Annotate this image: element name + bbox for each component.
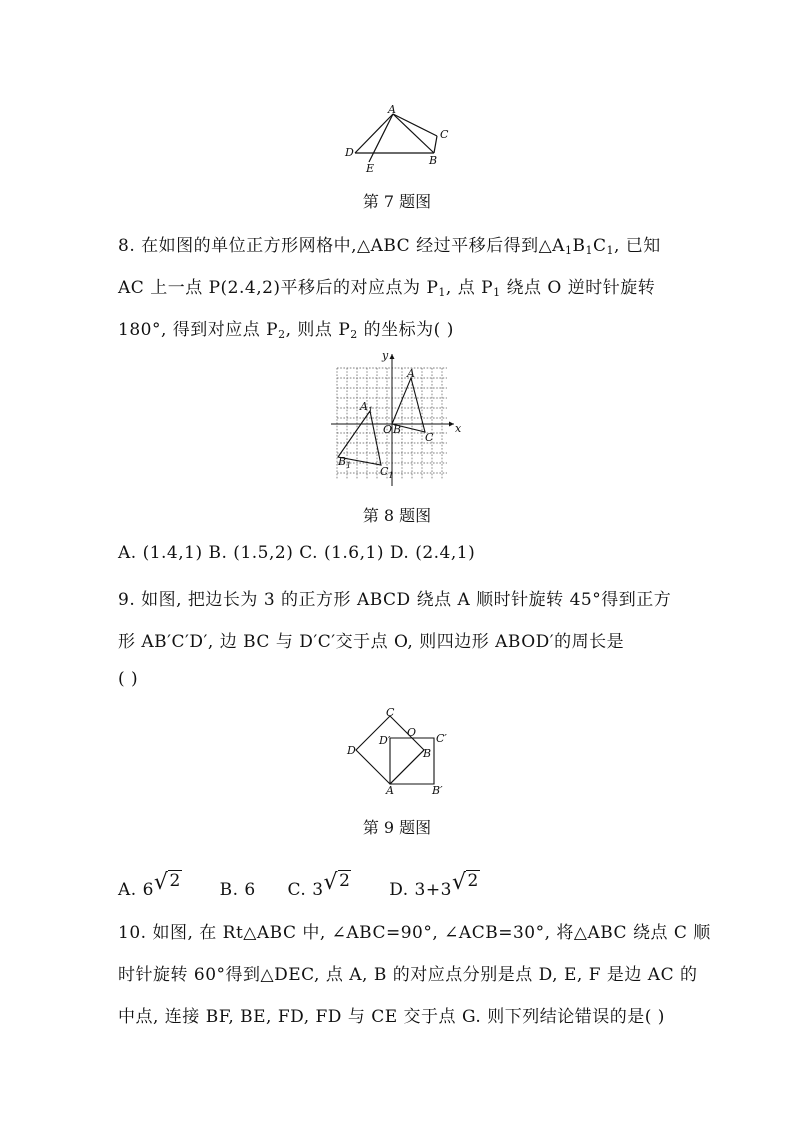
fig7-label-b: B	[429, 154, 438, 167]
q9-line1: 9. 如图, 把边长为 3 的正方形 ABCD 绕点 A 顺时针旋转 45°得到正方	[118, 590, 672, 610]
q8-line1: 8. 在如图的单位正方形网格中,△ABC 经过平移后得到$\triangle A_1B_1C_1$, 已知	[118, 236, 661, 257]
q8-line2: AC 上一点 P(2.4,2)平移后的对应点为 $P_1$, 点 $P_1$ 绕点 O 逆时针旋转	[118, 278, 656, 299]
fig9-label-o: O	[407, 726, 417, 739]
q9-options	[118, 870, 480, 901]
fig9-label-b: B	[423, 747, 432, 760]
fig8-label-y: y	[382, 349, 389, 362]
fig7-label-e: E	[366, 162, 375, 174]
fig8-label-a: A	[407, 367, 415, 380]
fig8-label-c: C	[425, 431, 434, 444]
fig8-label-x: x	[455, 422, 462, 435]
fig8-label-a1: $A_1$	[360, 400, 374, 415]
fig7-label-d: D	[345, 146, 354, 159]
fig8-label-b1: $B_1$	[338, 455, 352, 470]
fig9-label-bp: B′	[432, 784, 443, 796]
fig9-caption: 第 9 题图	[362, 818, 432, 837]
q8-line3: 180°, 得到对应点 $P_2$, 则点 $P_2$ 的坐标为( )	[118, 320, 454, 341]
fig7-label-c: C	[440, 128, 449, 141]
q9-line2: 形 AB′C′D′, 边 BC 与 D′C′交于点 O, 则四边形 ABOD′的周长是	[118, 632, 625, 652]
fig7-caption: 第 7 题图	[362, 192, 432, 211]
sqrt-2: √2	[451, 870, 479, 895]
q9-option-c: C. 3√2	[287, 870, 351, 900]
fig8-label-c1: $C_1$	[380, 465, 394, 480]
fig9-label-a: A	[386, 784, 394, 796]
q9-option-a: A. 6√2	[118, 870, 181, 900]
sqrt-2: √2	[153, 870, 181, 895]
q10-line3: 中点, 连接 BF, BE, FD, FD 与 CE 交于点 G. 则下列结论错误的是( )	[118, 1007, 665, 1027]
fig8-caption: 第 8 题图	[362, 506, 432, 525]
q10-line1: 10. 如图, 在 Rt△ABC 中, ∠ABC=90°, ∠ACB=30°, 将△ABC 绕点 C 顺	[118, 923, 711, 943]
figure-7	[340, 104, 455, 174]
figure-8	[326, 348, 466, 488]
sqrt-2: √2	[323, 870, 351, 895]
fig9-label-dp: D′	[379, 734, 391, 747]
fig8-label-b: B	[393, 423, 402, 436]
fig8-label-o: O	[383, 423, 393, 436]
q9-option-b: B. 6	[219, 880, 256, 900]
q10-line2: 时针旋转 60°得到△DEC, 点 A, B 的对应点分别是点 D, E, F 是边 AC 的	[118, 965, 698, 985]
fig9-label-d: D	[347, 744, 356, 757]
fig7-label-a: A	[388, 104, 396, 116]
q8-options: A. (1.4,1) B. (1.5,2) C. (1.6,1) D. (2.4,1)	[118, 543, 476, 563]
q9-line3: ( )	[118, 669, 139, 689]
q9-option-d: D. 3+3√2	[389, 870, 479, 900]
fig9-label-c: C	[386, 706, 395, 719]
fig9-label-cp: C′	[436, 732, 447, 745]
figure-9	[344, 706, 454, 796]
